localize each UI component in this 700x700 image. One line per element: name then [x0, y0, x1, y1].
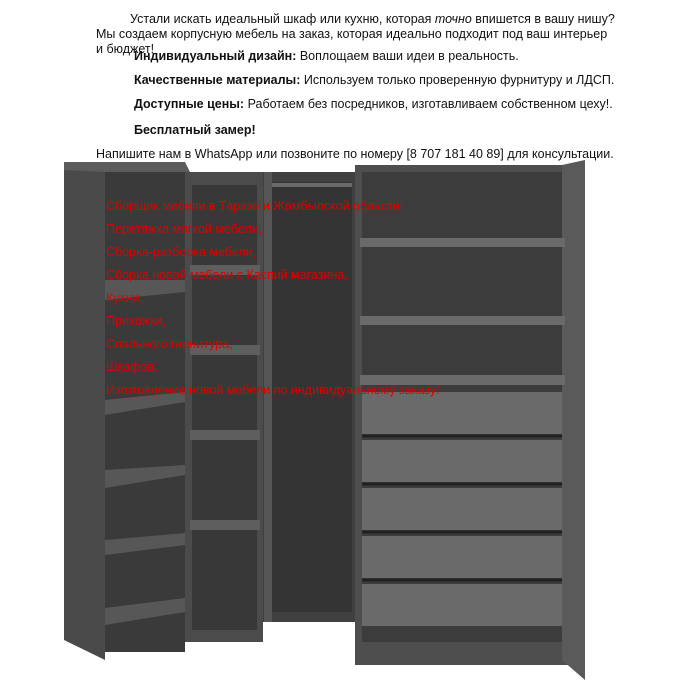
left-unit-top [64, 162, 190, 172]
feature-text: Воплощаем ваши идеи в реальность. [296, 49, 519, 63]
intro-text-before: Устали искать идеальный шкаф или кухню, которая [130, 12, 435, 26]
feature-text: Работаем без посредников, изготавливаем собственном цеху!. [244, 97, 613, 111]
drawers [362, 392, 562, 626]
drawer [362, 536, 562, 578]
service-item: Кухни, [106, 291, 144, 305]
feature-title: Качественные материалы: [134, 73, 301, 87]
feature-title: Бесплатный замер! [134, 123, 256, 137]
feature-line [134, 49, 519, 64]
service-item: Спального гарнитура, [106, 337, 233, 351]
left-unit-side [64, 165, 105, 660]
feature-text: Используем только проверенную фурнитуру и ЛДСП. [300, 73, 615, 87]
intro-text-after: впишется в вашу нишу? Мы создаем корпусную мебель на заказ, которая идеально подходит под ваш интерьер и бюджет! [96, 12, 615, 56]
feature-line [134, 73, 614, 88]
service-item: Изготовление новой мебели по индивидуальному заказу! [106, 383, 440, 397]
drawer [362, 488, 562, 530]
service-item: Сборщик мебели в Таразе и Жамбылской области! [106, 199, 404, 213]
service-item: Сборка-разборка мебели, [106, 245, 257, 259]
contact-line: Напишите нам в WhatsApp или позвоните по номеру [8 707 181 40 89] для консультации. [96, 147, 614, 161]
services-list [106, 195, 440, 402]
service-item: Перетяжка мягкой мебели, [106, 222, 263, 236]
service-item: Шкафов, [106, 360, 158, 374]
drawer [362, 584, 562, 626]
intro-emphasis: точно [434, 12, 472, 26]
feature-title: Доступные цены: [134, 97, 245, 111]
service-item: Сборка новой мебели с Каспий магазина, [106, 268, 348, 282]
feature-line [134, 97, 613, 112]
service-item: Прихожки, [106, 314, 167, 328]
feature-title: Индивидуальный дизайн: [134, 49, 297, 63]
right-unit-side [562, 160, 585, 680]
drawer [362, 440, 562, 482]
feature-line [134, 123, 256, 138]
